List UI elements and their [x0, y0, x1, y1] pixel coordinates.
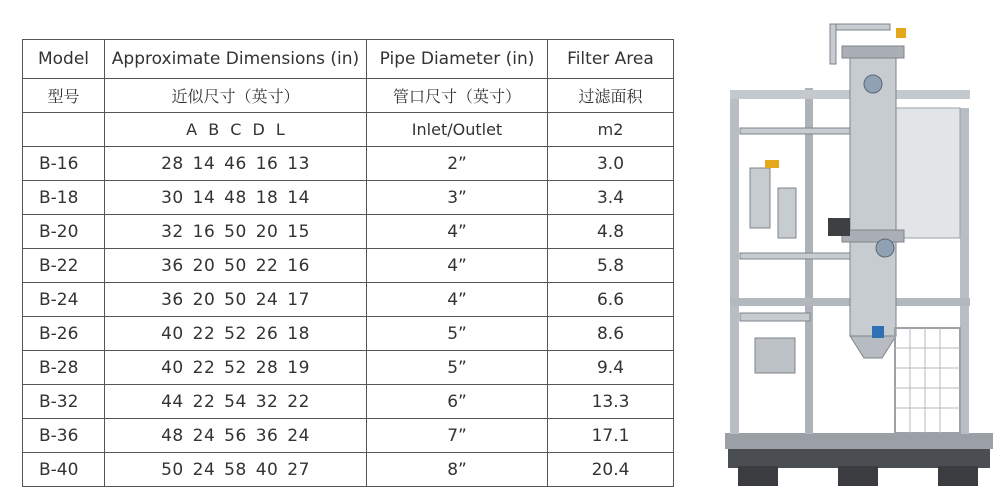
outlet-pipe [740, 313, 810, 321]
pipe-diameter-cell: 2” [367, 147, 548, 181]
table-row [23, 181, 674, 215]
header-row-english [23, 40, 674, 79]
dimensions-cell: 30 14 48 18 14 [105, 181, 367, 215]
header-row-units [23, 113, 674, 147]
pipe-diameter-cell: 4” [367, 215, 548, 249]
model-cell: B-26 [23, 317, 105, 351]
model-cell: B-22 [23, 249, 105, 283]
filter-area-cell: 3.0 [548, 147, 674, 181]
subheader-model [23, 113, 105, 147]
control-panel [888, 108, 960, 238]
pipe-diameter-cell: 4” [367, 283, 548, 317]
table-row [23, 419, 674, 453]
pump-housing [755, 338, 795, 373]
model-cell: B-18 [23, 181, 105, 215]
table-row [23, 385, 674, 419]
vessel-flange-top [842, 46, 904, 58]
dimensions-cell: 28 14 46 16 13 [105, 147, 367, 181]
spec-table-body [23, 40, 674, 487]
vessel-cone [850, 336, 896, 358]
pipe-diameter-cell: 4” [367, 249, 548, 283]
frame-post-left [730, 98, 739, 434]
table-row [23, 351, 674, 385]
filter-area-cell: 20.4 [548, 453, 674, 487]
pallet-foot-mid [838, 466, 878, 486]
top-pipe-riser [830, 24, 836, 64]
model-cell: B-32 [23, 385, 105, 419]
dimensions-cell: 36 20 50 22 16 [105, 249, 367, 283]
model-cell: B-20 [23, 215, 105, 249]
pallet-foot-left [738, 466, 778, 486]
header-pipe-diameter: Pipe Diameter (in) [367, 40, 548, 79]
model-cell: B-40 [23, 453, 105, 487]
header-model: Model [23, 40, 105, 79]
header-dimensions: Approximate Dimensions (in) [105, 40, 367, 79]
dimensions-cell: 32 16 50 20 15 [105, 215, 367, 249]
header-row-chinese [23, 79, 674, 113]
spec-table [22, 39, 674, 487]
pipe-diameter-cell: 5” [367, 351, 548, 385]
header-model-cn: 型号 [23, 79, 105, 113]
pallet-base [728, 448, 990, 468]
subheader-unit: m2 [548, 113, 674, 147]
filter-unit-illustration [710, 8, 1000, 496]
pipe-diameter-cell: 5” [367, 317, 548, 351]
header-pipe-diameter-cn: 管口尺寸（英寸） [367, 79, 548, 113]
dimensions-cell: 44 22 54 32 22 [105, 385, 367, 419]
sight-glass-upper [864, 75, 882, 93]
yellow-valve-left [765, 160, 779, 168]
pipe-diameter-cell: 6” [367, 385, 548, 419]
filter-area-cell: 6.6 [548, 283, 674, 317]
dimensions-cell: 48 24 56 36 24 [105, 419, 367, 453]
filter-area-cell: 5.8 [548, 249, 674, 283]
pipe-diameter-cell: 3” [367, 181, 548, 215]
filter-area-cell: 4.8 [548, 215, 674, 249]
blue-coupling [872, 326, 884, 338]
mesh-guard [895, 328, 960, 433]
pallet-foot-right [938, 466, 978, 486]
horizontal-pipe-lower [740, 253, 850, 259]
filter-area-cell: 13.3 [548, 385, 674, 419]
top-pipe-loop [830, 24, 890, 30]
pipe-diameter-cell: 7” [367, 419, 548, 453]
dimensions-cell: 36 20 50 24 17 [105, 283, 367, 317]
table-row [23, 215, 674, 249]
actuator-box [828, 218, 850, 236]
subheader-dimension-letters: A B C D L [105, 113, 367, 147]
model-cell: B-28 [23, 351, 105, 385]
filter-area-cell: 9.4 [548, 351, 674, 385]
header-filter-area-cn: 过滤面积 [548, 79, 674, 113]
table-row [23, 147, 674, 181]
dimensions-cell: 40 22 52 28 19 [105, 351, 367, 385]
mesh-grid [895, 328, 960, 433]
model-cell: B-36 [23, 419, 105, 453]
subheader-inlet-outlet: Inlet/Outlet [367, 113, 548, 147]
vessel-flange-mid [842, 230, 904, 242]
header-dimensions-cn: 近似尺寸（英寸） [105, 79, 367, 113]
pipe-diameter-cell: 8” [367, 453, 548, 487]
table-row [23, 283, 674, 317]
model-cell: B-16 [23, 147, 105, 181]
dimensions-cell: 50 24 58 40 27 [105, 453, 367, 487]
table-row [23, 317, 674, 351]
header-filter-area: Filter Area [548, 40, 674, 79]
table-row [23, 249, 674, 283]
horizontal-pipe-upper [740, 128, 850, 134]
sight-glass-lower [876, 239, 894, 257]
frame-post-left-inner [805, 88, 813, 434]
dimensions-cell: 40 22 52 26 18 [105, 317, 367, 351]
filter-housing-left-2 [778, 188, 796, 238]
filter-area-cell: 8.6 [548, 317, 674, 351]
model-cell: B-24 [23, 283, 105, 317]
filter-area-cell: 17.1 [548, 419, 674, 453]
filter-housing-left [750, 168, 770, 228]
table-row [23, 453, 674, 487]
frame-post-right [960, 108, 969, 434]
base-plate [725, 433, 993, 449]
yellow-valve-top [896, 28, 906, 38]
filter-area-cell: 3.4 [548, 181, 674, 215]
